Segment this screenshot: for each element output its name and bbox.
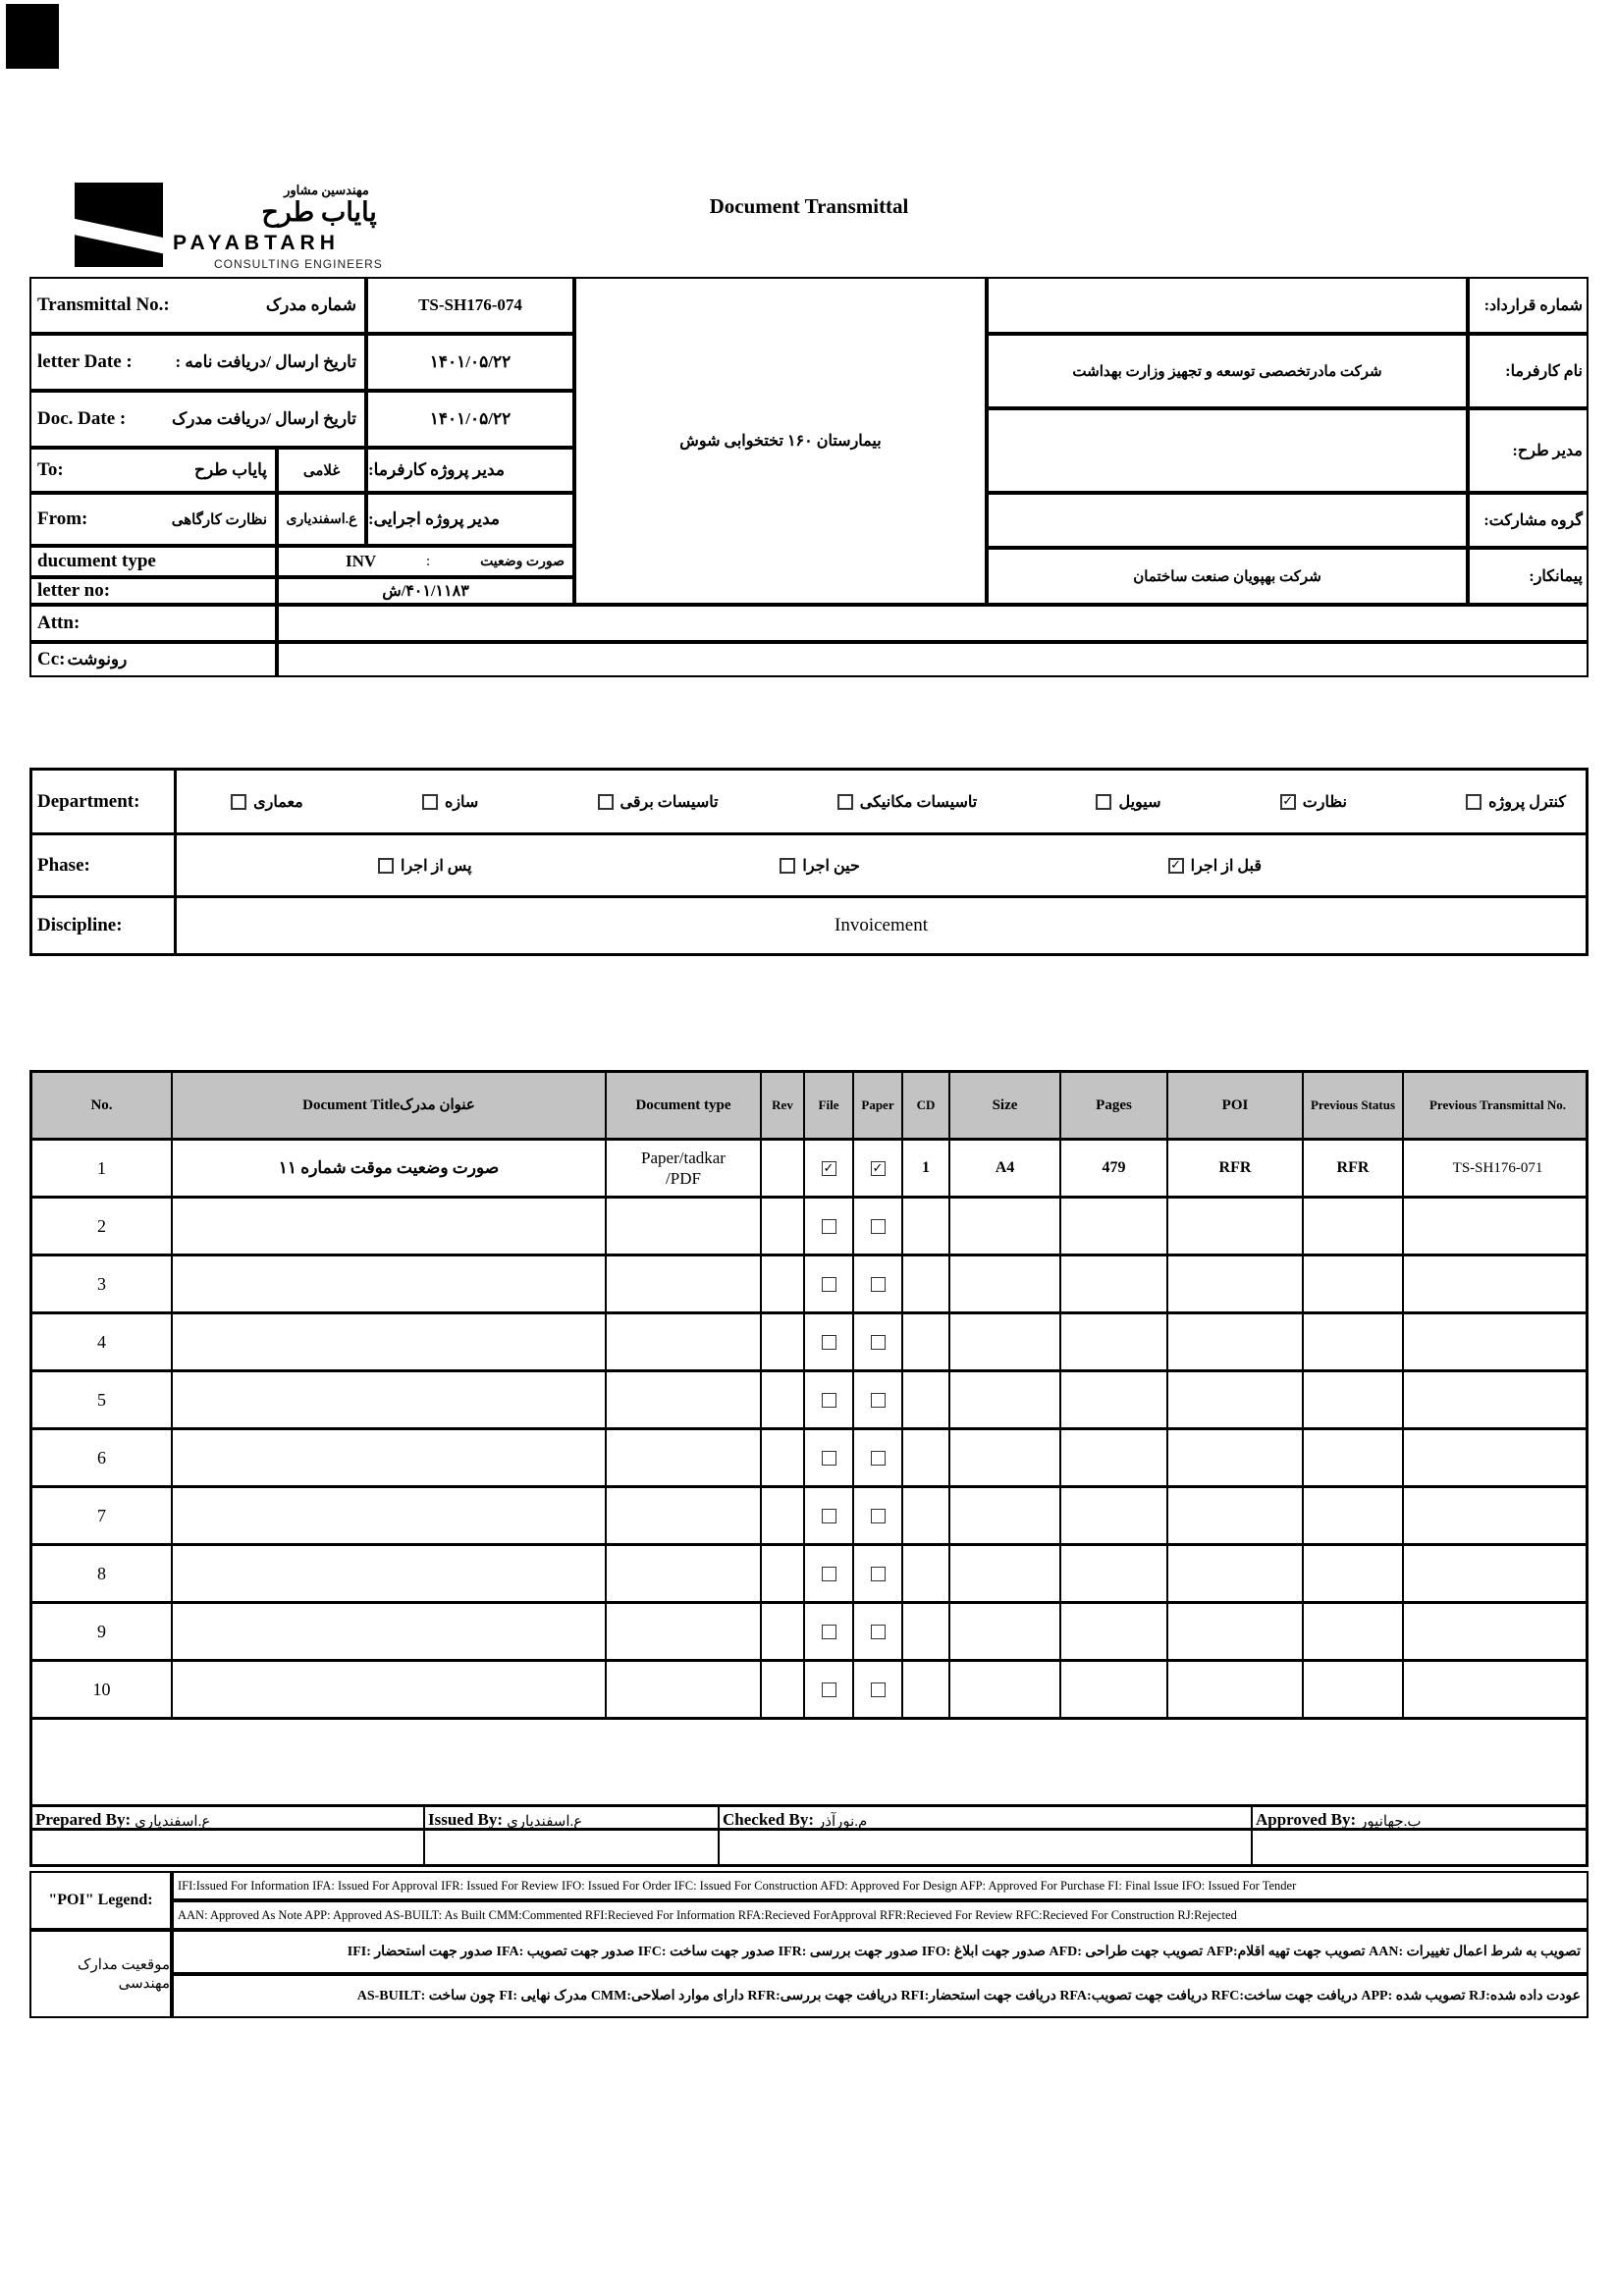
- phase-option-label: قبل از اجرا: [1190, 857, 1262, 875]
- pages-cell: [1061, 1199, 1168, 1254]
- file-checkbox[interactable]: [822, 1277, 836, 1292]
- file-cell: [805, 1430, 854, 1485]
- rev-cell: [762, 1314, 805, 1369]
- previous-transmittal-cell: [1404, 1662, 1591, 1717]
- logo-en-subtitle: CONSULTING ENGINEERS: [214, 256, 383, 271]
- size-cell: [950, 1488, 1061, 1543]
- previous-transmittal-cell: [1404, 1430, 1591, 1485]
- file-checkbox[interactable]: [822, 1393, 836, 1408]
- cd-cell: [903, 1314, 950, 1369]
- paper-checkbox[interactable]: [871, 1277, 886, 1292]
- signature-name: م.نورآذر: [818, 1814, 868, 1830]
- paper-checkbox[interactable]: [871, 1161, 886, 1176]
- department-checkbox[interactable]: [1280, 794, 1296, 810]
- document-type-cell: [607, 1604, 762, 1659]
- discipline-value: Invoicement: [835, 915, 928, 935]
- document-title-cell: صورت وضعیت موقت شماره ۱۱: [173, 1141, 607, 1196]
- file-checkbox[interactable]: [822, 1567, 836, 1581]
- cd-cell: [903, 1256, 950, 1311]
- plan-manager-value: [987, 408, 1468, 493]
- header-poi: POI: [1168, 1073, 1304, 1138]
- document-type-value-cell: [277, 546, 574, 577]
- doc-date-label-fa: تاریخ ارسال /دریافت مدرک: [172, 409, 356, 428]
- table-row: [32, 1604, 1586, 1662]
- department-option-label: سیویل: [1118, 793, 1161, 811]
- table-row: [32, 1430, 1586, 1488]
- header-cd: CD: [903, 1073, 950, 1138]
- from-person: ع.اسفندیاری: [277, 493, 366, 546]
- paper-cell: [854, 1430, 903, 1485]
- document-type-colon: :: [426, 553, 431, 569]
- document-type-cell: [607, 1199, 762, 1254]
- poi-cell: [1168, 1256, 1304, 1311]
- plan-manager-label: مدیر طرح:: [1468, 408, 1589, 493]
- department-option-label: تاسیسات مکانیکی: [859, 793, 978, 811]
- signature-cell: [1253, 1807, 1424, 1864]
- row-number: 4: [32, 1314, 173, 1369]
- signature-cell: [32, 1807, 425, 1864]
- header-title: [173, 1073, 607, 1138]
- paper-checkbox[interactable]: [871, 1393, 886, 1408]
- rev-cell: [762, 1372, 805, 1427]
- row-number: 5: [32, 1372, 173, 1427]
- rev-cell: [762, 1604, 805, 1659]
- transmittal-no-label-fa: شماره مدرک: [265, 295, 356, 314]
- file-checkbox[interactable]: [822, 1161, 836, 1176]
- paper-checkbox[interactable]: [871, 1625, 886, 1639]
- letter-date-label-fa: تاریخ ارسال /دریافت نامه :: [175, 352, 356, 371]
- previous-status-cell: [1304, 1546, 1404, 1601]
- file-cell: [805, 1604, 854, 1659]
- attn-value-cell[interactable]: [277, 605, 1589, 642]
- poi-cell: [1168, 1372, 1304, 1427]
- poi-legend-label: "POI" Legend:: [29, 1871, 172, 1930]
- previous-status-cell: [1304, 1488, 1404, 1543]
- department-option-label: معماری: [253, 793, 303, 811]
- contractor-value: شرکت بهپویان صنعت ساختمان: [987, 548, 1468, 605]
- row-number: 7: [32, 1488, 173, 1543]
- table-row: [32, 1141, 1586, 1199]
- rev-cell: [762, 1546, 805, 1601]
- engineering-doc-status-label: موقعیت مدارک مهندسی: [29, 1930, 172, 2018]
- file-cell: [805, 1662, 854, 1717]
- header-title-en: Document Title: [302, 1096, 401, 1113]
- paper-cell: [854, 1199, 903, 1254]
- department-option: [1466, 792, 1566, 812]
- pages-cell: 479: [1061, 1141, 1168, 1196]
- logo-fa-name: پایاب طرح: [261, 197, 377, 227]
- poi-legend-table: [29, 1871, 1589, 2018]
- header-doc-type: Document type: [607, 1073, 762, 1138]
- row-number: 8: [32, 1546, 173, 1601]
- phase-option-label: حین اجرا: [802, 857, 860, 875]
- from-label: From:: [37, 508, 88, 529]
- size-cell: [950, 1430, 1061, 1485]
- file-checkbox[interactable]: [822, 1219, 836, 1234]
- previous-transmittal-cell: [1404, 1546, 1591, 1601]
- department-option: [1096, 792, 1160, 812]
- documents-table-header: [32, 1073, 1586, 1141]
- scan-artifact: [6, 4, 59, 69]
- cd-cell: [903, 1546, 950, 1601]
- client-name-value: شرکت مادرتخصصی توسعه و تجهیز وزارت بهداشت: [987, 334, 1468, 408]
- poi-cell: [1168, 1604, 1304, 1659]
- department-option: [598, 792, 719, 812]
- cd-cell: 1: [903, 1141, 950, 1196]
- signature-label: Checked By:: [723, 1810, 815, 1829]
- attn-label: Attn:: [37, 613, 81, 633]
- discipline-label: Discipline:: [32, 898, 177, 953]
- discipline-row: [32, 898, 1586, 953]
- phase-option-label: پس از اجرا: [401, 857, 472, 875]
- poi-legend-fa-line2: عودت داده شده:RJ تصویب شده :APP دریافت جهت ساخت:RFC دریافت جهت تصویب:RFA دریافت جهت استحضار:RFI دریافت جهت بررسی:RFR دارای موارد اصلاحی:CMM مدرک نهایی :FI چون ساخت :AS-BUILT: [172, 1974, 1589, 2018]
- department-option-label: نظارت: [1302, 793, 1347, 811]
- rev-cell: [762, 1141, 805, 1196]
- page-title: Document Transmittal: [709, 194, 909, 218]
- rev-cell: [762, 1430, 805, 1485]
- previous-status-cell: [1304, 1314, 1404, 1369]
- jv-group-label: گروه مشارکت:: [1468, 493, 1589, 548]
- cd-cell: [903, 1662, 950, 1717]
- table-row: [32, 1662, 1586, 1720]
- client-pm-label: مدیر پروژه کارفرما:: [366, 448, 574, 493]
- pages-cell: [1061, 1372, 1168, 1427]
- phase-options: [177, 835, 1586, 895]
- to-person: غلامی: [277, 448, 366, 493]
- phase-checkbox[interactable]: [780, 858, 795, 874]
- row-number: 9: [32, 1604, 173, 1659]
- client-name-label: نام کارفرما:: [1468, 334, 1589, 408]
- cc-label: Cc:: [37, 649, 66, 669]
- executive-pm-label: مدیر پروژه اجرایی:: [366, 493, 574, 546]
- header-no: No.: [32, 1073, 173, 1138]
- logo-en-name: PAYABTARH: [173, 231, 340, 254]
- table-row: [32, 1256, 1586, 1314]
- department-option: [231, 792, 303, 812]
- department-option-label: تاسیسات برقی: [619, 793, 719, 811]
- file-checkbox[interactable]: [822, 1682, 836, 1697]
- department-checkbox[interactable]: [422, 794, 438, 810]
- size-cell: [950, 1662, 1061, 1717]
- department-option-label: سازه: [444, 793, 479, 811]
- transmittal-no-label-en: Transmittal No.:: [37, 294, 170, 315]
- signature-name: ب.جهانپور: [1360, 1814, 1422, 1830]
- cc-label-fa: رونوشت: [67, 650, 128, 668]
- previous-status-cell: [1304, 1662, 1404, 1717]
- department-checkbox[interactable]: [1096, 794, 1111, 810]
- previous-status-cell: RFR: [1304, 1141, 1404, 1196]
- header-file: File: [805, 1073, 854, 1138]
- document-title-cell: [173, 1256, 607, 1311]
- phase-checkbox[interactable]: [378, 858, 394, 874]
- doc-date-label-cell: [29, 391, 366, 448]
- poi-cell: [1168, 1430, 1304, 1485]
- paper-checkbox[interactable]: [871, 1509, 886, 1523]
- document-type-label-cell: [29, 546, 277, 577]
- document-title-cell: [173, 1604, 607, 1659]
- pages-cell: [1061, 1488, 1168, 1543]
- contract-no-value: [987, 277, 1468, 334]
- letter-date-label-en: letter Date :: [37, 351, 133, 372]
- department-checkbox[interactable]: [1466, 794, 1481, 810]
- transmittal-header-table: [29, 277, 1589, 677]
- rev-cell: [762, 1199, 805, 1254]
- table-row: [32, 1488, 1586, 1546]
- cd-cell: [903, 1488, 950, 1543]
- phase-label: Phase:: [32, 835, 177, 895]
- pages-cell: [1061, 1546, 1168, 1601]
- paper-cell: [854, 1604, 903, 1659]
- table-row: [32, 1546, 1586, 1604]
- department-option: [1280, 792, 1347, 812]
- jv-group-value: [987, 493, 1468, 548]
- poi-legend-fa-line1: تصویب به شرط اعمال تغییرات :AAN تصویب جهت تهیه اقلام:AFP تصویب جهت طراحی :AFD صدور جهت ابلاغ :IFO صدور جهت بررسی :IFR صدور جهت ساخت :IFC صدور جهت تصویب :IFA صدور جهت استحضار :IFI: [172, 1930, 1589, 1974]
- document-title-cell: [173, 1314, 607, 1369]
- phase-option: [780, 856, 860, 876]
- row-number: 3: [32, 1256, 173, 1311]
- document-title-cell: [173, 1546, 607, 1601]
- file-cell: [805, 1256, 854, 1311]
- file-cell: [805, 1141, 854, 1196]
- file-cell: [805, 1546, 854, 1601]
- document-type-label: ducument type: [37, 551, 156, 571]
- header-previous-transmittal: Previous Transmittal No.: [1428, 1096, 1567, 1112]
- letter-no-value: ۴۰۱/۱۱۸۳/ش: [277, 577, 574, 605]
- poi-cell: [1168, 1546, 1304, 1601]
- to-value-fa: پایاب طرح: [194, 460, 267, 479]
- rev-cell: [762, 1256, 805, 1311]
- paper-cell: [854, 1546, 903, 1601]
- signature-name: ع.اسفندیاری: [135, 1814, 211, 1830]
- previous-status-cell: [1304, 1199, 1404, 1254]
- department-label: Department:: [32, 771, 177, 832]
- contract-no-label: شماره قرارداد:: [1468, 277, 1589, 334]
- cd-cell: [903, 1604, 950, 1659]
- previous-status-cell: [1304, 1430, 1404, 1485]
- phase-option: [378, 856, 472, 876]
- to-cell: [29, 448, 277, 493]
- department-option-label: کنترل پروژه: [1488, 793, 1566, 811]
- table-row: [32, 1199, 1586, 1256]
- department-checkbox[interactable]: [231, 794, 246, 810]
- cc-label-cell: [29, 642, 277, 677]
- document-title-cell: [173, 1488, 607, 1543]
- paper-checkbox[interactable]: [871, 1335, 886, 1350]
- letter-no-label-cell: [29, 577, 277, 605]
- paper-checkbox[interactable]: [871, 1451, 886, 1466]
- department-option: [422, 792, 478, 812]
- attn-label-cell: [29, 605, 277, 642]
- cd-cell: [903, 1199, 950, 1254]
- pages-cell: [1061, 1604, 1168, 1659]
- signature-label: Prepared By:: [35, 1810, 132, 1829]
- table-row: [32, 1314, 1586, 1372]
- file-checkbox[interactable]: [822, 1509, 836, 1523]
- cc-value-cell[interactable]: [277, 642, 1589, 677]
- row-number: 1: [32, 1141, 173, 1196]
- doc-date-label-en: Doc. Date :: [37, 408, 127, 429]
- poi-cell: [1168, 1314, 1304, 1369]
- cd-cell: [903, 1372, 950, 1427]
- paper-cell: [854, 1372, 903, 1427]
- department-checkbox[interactable]: [598, 794, 614, 810]
- row-number: 6: [32, 1430, 173, 1485]
- pages-cell: [1061, 1430, 1168, 1485]
- paper-cell: [854, 1314, 903, 1369]
- poi-cell: [1168, 1662, 1304, 1717]
- size-cell: [950, 1256, 1061, 1311]
- transmittal-no-label-cell: [29, 277, 366, 334]
- paper-cell: [854, 1141, 903, 1196]
- header-title-fa: عنوان مدرک: [400, 1096, 475, 1113]
- header-previous-status: Previous Status: [1304, 1073, 1404, 1138]
- file-checkbox[interactable]: [822, 1451, 836, 1466]
- file-cell: [805, 1488, 854, 1543]
- document-type-cell: [607, 1141, 762, 1196]
- previous-transmittal-cell: [1404, 1199, 1591, 1254]
- poi-cell: [1168, 1199, 1304, 1254]
- rev-cell: [762, 1488, 805, 1543]
- signature-cell: [425, 1807, 720, 1864]
- document-type-cell: [607, 1314, 762, 1369]
- department-options: [177, 771, 1586, 832]
- header-pages: Pages: [1061, 1073, 1168, 1138]
- signature-label: Approved By:: [1256, 1810, 1357, 1829]
- doc-date-value: ۱۴۰۱/۰۵/۲۲: [366, 391, 574, 448]
- cd-cell: [903, 1430, 950, 1485]
- header-paper: Paper: [854, 1073, 903, 1138]
- paper-cell: [854, 1488, 903, 1543]
- phase-row: [32, 835, 1586, 898]
- phase-option: [1168, 856, 1262, 876]
- pages-cell: [1061, 1662, 1168, 1717]
- phase-checkbox[interactable]: [1168, 858, 1184, 874]
- previous-transmittal-cell: [1404, 1372, 1591, 1427]
- project-name-cell: بیمارستان ۱۶۰ تختخوابی شوش: [574, 277, 987, 605]
- document-type-cell: [607, 1430, 762, 1485]
- size-cell: A4: [950, 1141, 1061, 1196]
- document-title-cell: [173, 1662, 607, 1717]
- document-type-cell: [607, 1372, 762, 1427]
- previous-transmittal-cell: [1404, 1488, 1591, 1543]
- to-label: To:: [37, 459, 64, 480]
- document-type-cell: [607, 1662, 762, 1717]
- document-title-cell: [173, 1430, 607, 1485]
- pages-cell: [1061, 1314, 1168, 1369]
- letter-date-label-cell: [29, 334, 366, 391]
- document-title-cell: [173, 1372, 607, 1427]
- size-cell: [950, 1604, 1061, 1659]
- previous-status-cell: [1304, 1372, 1404, 1427]
- rev-cell: [762, 1662, 805, 1717]
- file-checkbox[interactable]: [822, 1335, 836, 1350]
- previous-transmittal-cell: [1404, 1256, 1591, 1311]
- document-type-value: INV: [346, 552, 377, 570]
- size-cell: [950, 1314, 1061, 1369]
- document-type-cell: [607, 1488, 762, 1543]
- file-cell: [805, 1372, 854, 1427]
- transmittal-no-value: TS-SH176-074: [366, 277, 574, 334]
- file-cell: [805, 1314, 854, 1369]
- letter-no-label: letter no:: [37, 580, 111, 601]
- header-size: Size: [950, 1073, 1061, 1138]
- letter-date-value: ۱۴۰۱/۰۵/۲۲: [366, 334, 574, 391]
- document-type-value-fa: صورت وضعیت: [480, 554, 565, 569]
- size-cell: [950, 1199, 1061, 1254]
- previous-status-cell: [1304, 1604, 1404, 1659]
- department-row: [32, 771, 1586, 835]
- logo-fa-tagline: مهندسین مشاور: [284, 183, 369, 197]
- pages-cell: [1061, 1256, 1168, 1311]
- row-number: 10: [32, 1662, 173, 1717]
- filters-table: [29, 768, 1589, 956]
- signature-label: Issued By:: [428, 1810, 504, 1829]
- row-number: 2: [32, 1199, 173, 1254]
- document-type-cell: [607, 1546, 762, 1601]
- size-cell: [950, 1546, 1061, 1601]
- department-option: [837, 792, 978, 812]
- previous-transmittal-cell: [1404, 1604, 1591, 1659]
- previous-transmittal-cell: [1404, 1314, 1591, 1369]
- signature-name: ع.اسفندیاری: [507, 1814, 583, 1830]
- file-checkbox[interactable]: [822, 1625, 836, 1639]
- previous-status-cell: [1304, 1256, 1404, 1311]
- header-rev: Rev: [762, 1073, 805, 1138]
- signature-cell: [720, 1807, 1253, 1864]
- from-cell: [29, 493, 277, 546]
- poi-legend-en-line2: AAN: Approved As Note APP: Approved AS-BUILT: As Built CMM:Commented RFI:Recieved For Information RFA:Recieved ForApproval RFR:Recieved For Review RFC:Recieved For Construction RJ:Rejected: [172, 1900, 1589, 1930]
- from-value-fa: نظارت کارگاهی: [171, 511, 267, 528]
- document-type-line1: Paper/tadkar: [641, 1148, 726, 1167]
- table-row: [32, 1372, 1586, 1430]
- size-cell: [950, 1372, 1061, 1427]
- department-checkbox[interactable]: [837, 794, 853, 810]
- paper-cell: [854, 1256, 903, 1311]
- documents-table: [29, 1070, 1589, 1831]
- poi-cell: RFR: [1168, 1141, 1304, 1196]
- document-type-line2: /PDF: [666, 1169, 701, 1188]
- logo-swoosh-shape: [75, 217, 163, 263]
- poi-legend-en-line1: IFI:Issued For Information IFA: Issued For Approval IFR: Issued For Review IFO: Issued For Order IFC: Issued For Construction AFD: Approved For Design AFP: Approved For Purchase FI: Final Issue IFO: Issued For Tender: [172, 1871, 1589, 1900]
- paper-cell: [854, 1662, 903, 1717]
- documents-table-body: [32, 1141, 1586, 1720]
- previous-transmittal-cell: TS-SH176-071: [1452, 1159, 1543, 1176]
- paper-checkbox[interactable]: [871, 1219, 886, 1234]
- document-type-cell: [607, 1256, 762, 1311]
- contractor-label: پیمانکار:: [1468, 548, 1589, 605]
- document-title-cell: [173, 1199, 607, 1254]
- file-cell: [805, 1199, 854, 1254]
- paper-checkbox[interactable]: [871, 1682, 886, 1697]
- signature-row: [29, 1804, 1589, 1867]
- paper-checkbox[interactable]: [871, 1567, 886, 1581]
- poi-cell: [1168, 1488, 1304, 1543]
